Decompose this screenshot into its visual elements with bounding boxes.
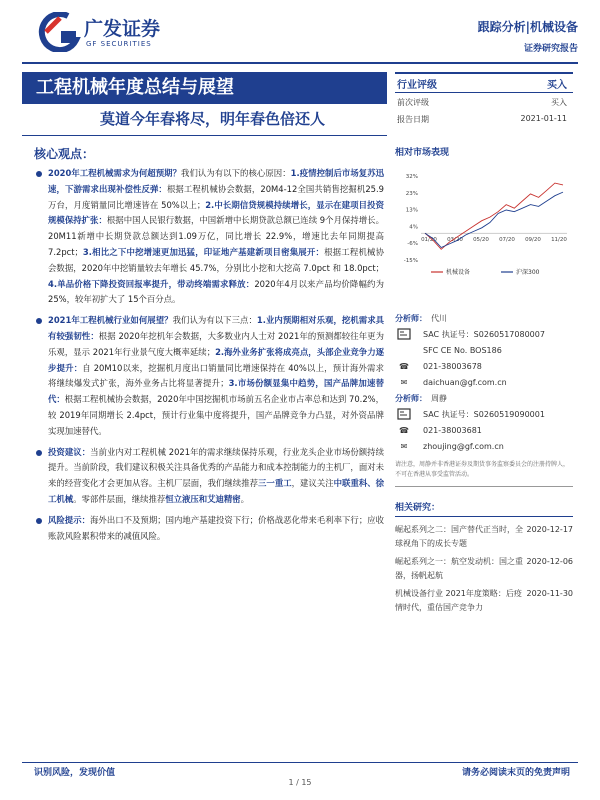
report-date-row [395, 110, 573, 127]
related-item-text: 机械设备行业 2021年度策略：后疫情时代，重估国产竞争力 [395, 589, 522, 612]
related-item-date: 2020-12-06 [526, 557, 573, 566]
x-tick-label: 05/20 [473, 237, 489, 244]
rating-value: 买入 [547, 79, 567, 91]
analyst-email[interactable]: daichuan@gf.com.cn [423, 377, 507, 387]
para-bold: 恒立液压和艾迪精密 [165, 493, 241, 504]
para-heading: 投资建议： [48, 446, 91, 457]
legend-label: 沪深300 [516, 269, 540, 276]
footer-disclaimer: 请务必阅读末页的免责声明 [461, 768, 570, 778]
para-bold: 1.疫情控制后市场复苏迅速，下游需求出现补偿性反弹： [48, 168, 385, 194]
mail-icon: ✉ [400, 441, 408, 451]
related-item-date: 2020-12-17 [526, 525, 573, 534]
para-text: 自 20M10以来，挖掘机月度出口销量同比增速保持在 40%以上，预计海外需求将继续爆发式扩张，海外业务占比将显著提升； [48, 362, 384, 389]
prev-rating-row [395, 93, 573, 110]
analyst-1-name-row [395, 310, 573, 326]
para-bold: 4.单品价格下降投资回报率提升，带动终端需求释放： [48, 278, 255, 289]
report-header [478, 18, 578, 54]
bullet-icon [36, 171, 42, 177]
paragraph-outlook [34, 313, 384, 439]
para-text: 根据中国人民银行数据，中国新增中长期贷款总额已连续 9个月保持增长。20M11新增中长期贷款总额达到1.09万亿，同比增长 22.9%，增速比去年同期提高 7.2pct； [48, 215, 384, 257]
para-text: 根据工程机械协会数据，2020年中挖销量较去年增长 45.7%，分别比小挖和大挖高 7.0pct 和 18.0pct； [48, 246, 384, 273]
rating-panel [395, 72, 573, 158]
report-series: 证券研究报告 [523, 44, 578, 54]
related-item-text: 崛起系列之一：航空发动机：国之重器，扬帆起航 [395, 557, 523, 580]
footer-slogan: 识别风险，发现价值 [34, 768, 116, 778]
x-tick-label: 11/20 [551, 237, 567, 244]
analyst-1-tel-row [395, 358, 573, 374]
prev-rating-label: 前次评级 [397, 98, 429, 107]
rating-header [395, 72, 573, 93]
analyst-name: 代川 [431, 313, 447, 323]
core-viewpoints-body [34, 166, 384, 549]
bullet-icon [36, 518, 42, 524]
para-bold: 3.相比之下中挖增速更加迅猛，印证地产基建新项目密集展开： [82, 246, 325, 257]
y-tick-label: 13% [405, 207, 418, 214]
y-tick-label: -6% [407, 241, 418, 248]
para-bold: 2.海外业务扩张将成亮点，头部企业竞争力逐步提升： [48, 346, 384, 373]
analyst-label: 分析师： [395, 313, 427, 323]
para-heading: 2020年工程机械需求为何超预期？ [48, 168, 182, 178]
x-tick-label: 07/20 [499, 237, 515, 244]
para-text: 根据 2020年挖机年会数据，大多数业内人士对 2021年的预测都较往年更为乐观，显示 2021年行业景气度大概率延续； [48, 330, 385, 357]
report-subtitle: 莫道今年春将尽，明年春色倍还人 [100, 110, 326, 128]
y-tick-label: 23% [405, 190, 418, 197]
related-item-text: 崛起系列之二：国产替代正当时，全球视角下的成长专题 [395, 525, 523, 548]
para-text: 海外出口不及预期；国内地产基建投资下行；价格战恶化带来毛利率下行；应收账款风险累积带来的减值风险。 [48, 514, 385, 541]
license-note: 请注意，周静并非香港证券及期货事务监察委员会的注册持牌人，不可在香港从事受监管活动。 [395, 460, 573, 487]
para-bold: 3.市场份额显集中趋势，国产品牌加速替代： [48, 378, 385, 405]
core-viewpoints-title: 核心观点： [34, 147, 95, 161]
report-date-label: 报告日期 [397, 115, 429, 124]
id-card-icon [395, 407, 413, 421]
related-research [395, 500, 573, 619]
related-item[interactable] [395, 587, 573, 615]
y-tick-label: 32% [405, 174, 418, 180]
page-number: 1 / 15 [288, 778, 312, 787]
related-item-date: 2020-11-30 [526, 589, 573, 598]
analyst-1-email-row [395, 374, 573, 390]
analyst-2-tel-row [395, 422, 573, 438]
para-bold: 三一重工 [258, 478, 292, 489]
series-line-1 [425, 192, 563, 247]
analyst-sac: SAC 执证号：S0260519090001 [423, 409, 545, 419]
analyst-1-sac-row [395, 326, 573, 342]
analyst-label: 分析师： [395, 393, 427, 403]
bullet-icon [36, 450, 42, 456]
analyst-tel: 021-38003678 [423, 361, 482, 371]
paragraph-risk [34, 513, 384, 545]
analyst-sac: SAC 执证号：S0260517080007 [423, 329, 545, 339]
series-line-0 [425, 183, 563, 249]
paragraph-demand [34, 166, 384, 308]
related-item[interactable] [395, 523, 573, 551]
para-text: ，建议关注 [291, 478, 334, 489]
y-tick-label: 4% [409, 224, 418, 231]
x-tick-label: 01/20 [421, 237, 437, 244]
analyst-name: 周静 [431, 393, 447, 403]
prev-rating-value: 买入 [551, 98, 567, 107]
para-text: 2020年4月以来产品均价降幅约为 25%，较年初扩大了 15个百分点。 [48, 278, 384, 305]
para-text: 我们认为有以下的核心原因： [181, 168, 291, 178]
related-item[interactable] [395, 555, 573, 583]
x-tick-label: 09/20 [525, 237, 541, 244]
analyst-email[interactable]: zhoujing@gf.com.cn [423, 441, 504, 451]
market-performance-title: 相对市场表现 [395, 148, 450, 158]
analyst-tel: 021-38003681 [423, 425, 482, 435]
chart-svg [395, 168, 573, 278]
x-tick-label: 03/20 [447, 237, 463, 244]
analyst-2-name-row [395, 390, 573, 406]
para-text: 我们认为有以下三点： [172, 315, 257, 326]
header-divider [22, 62, 578, 64]
report-title: 工程机械年度总结与展望 [22, 72, 387, 104]
gf-logo-icon [38, 12, 82, 52]
legend-label: 机械设备 [446, 269, 471, 276]
mail-icon: ✉ [400, 377, 408, 387]
y-tick-label: -15% [403, 258, 418, 264]
para-bold: 1.业内预期相对乐观，挖机需求具有较强韧性： [48, 315, 385, 341]
analyst-2-sac-row [395, 406, 573, 422]
para-text: 。零部件层面，继续推荐 [73, 493, 166, 504]
analyst-sfc: SFC CE No. BOS186 [423, 345, 502, 355]
related-title: 相关研究： [395, 500, 573, 517]
title-divider [22, 135, 387, 136]
para-text: 。 [240, 493, 249, 504]
phone-icon: ☎ [399, 425, 409, 435]
paragraph-investment [34, 445, 384, 508]
para-text: 当前业内对工程机械 2021年的需求继续保持乐观，行业龙头企业市场份额持续提升。当前阶段，我们建议积极关注具备优秀的产品能力和成本控制能力的主机厂，面对未来的经营变化才会更加从容。主机厂层面，我们继续推荐 [48, 446, 384, 489]
para-heading: 风险提示： [48, 514, 91, 525]
rating-label: 行业评级 [397, 79, 437, 91]
report-type: 跟踪分析|机械设备 [477, 20, 578, 34]
logo-cn-text: 广发证券 [84, 18, 161, 40]
para-text: 根据工程机械协会数据，20M4-12全国共销售挖掘机25.9万台，月度销量同比增速皆在 50%以上； [48, 183, 384, 210]
analyst-2-email-row [395, 438, 573, 454]
id-card-icon [395, 327, 413, 341]
para-text: 根据工程机械协会数据，2020年中国挖掘机市场前五名企业市占率总和达到 70.2%，较 2019年同期增长 2.4pct，预计行业集中度将提升，国产品牌竞争力凸显，对外资品牌实现加速替代。 [48, 394, 384, 436]
para-bold: 2.中长期信贷规模持续增长，显示在建项目投资规模保持扩张： [48, 199, 384, 226]
footer-divider [22, 762, 578, 763]
relative-performance-chart [395, 168, 573, 278]
logo-en-text: GF SECURITIES [86, 40, 152, 48]
bullet-icon [36, 318, 42, 324]
para-bold: 中联重科、徐工机械 [48, 478, 385, 504]
para-heading: 2021年工程机械行业如何展望？ [48, 315, 173, 326]
report-date-value: 2021-01-11 [520, 114, 567, 123]
gf-securities-logo [38, 12, 178, 56]
analyst-1-sfc-row [395, 342, 573, 358]
analysts-panel [395, 310, 573, 454]
phone-icon: ☎ [399, 361, 409, 371]
